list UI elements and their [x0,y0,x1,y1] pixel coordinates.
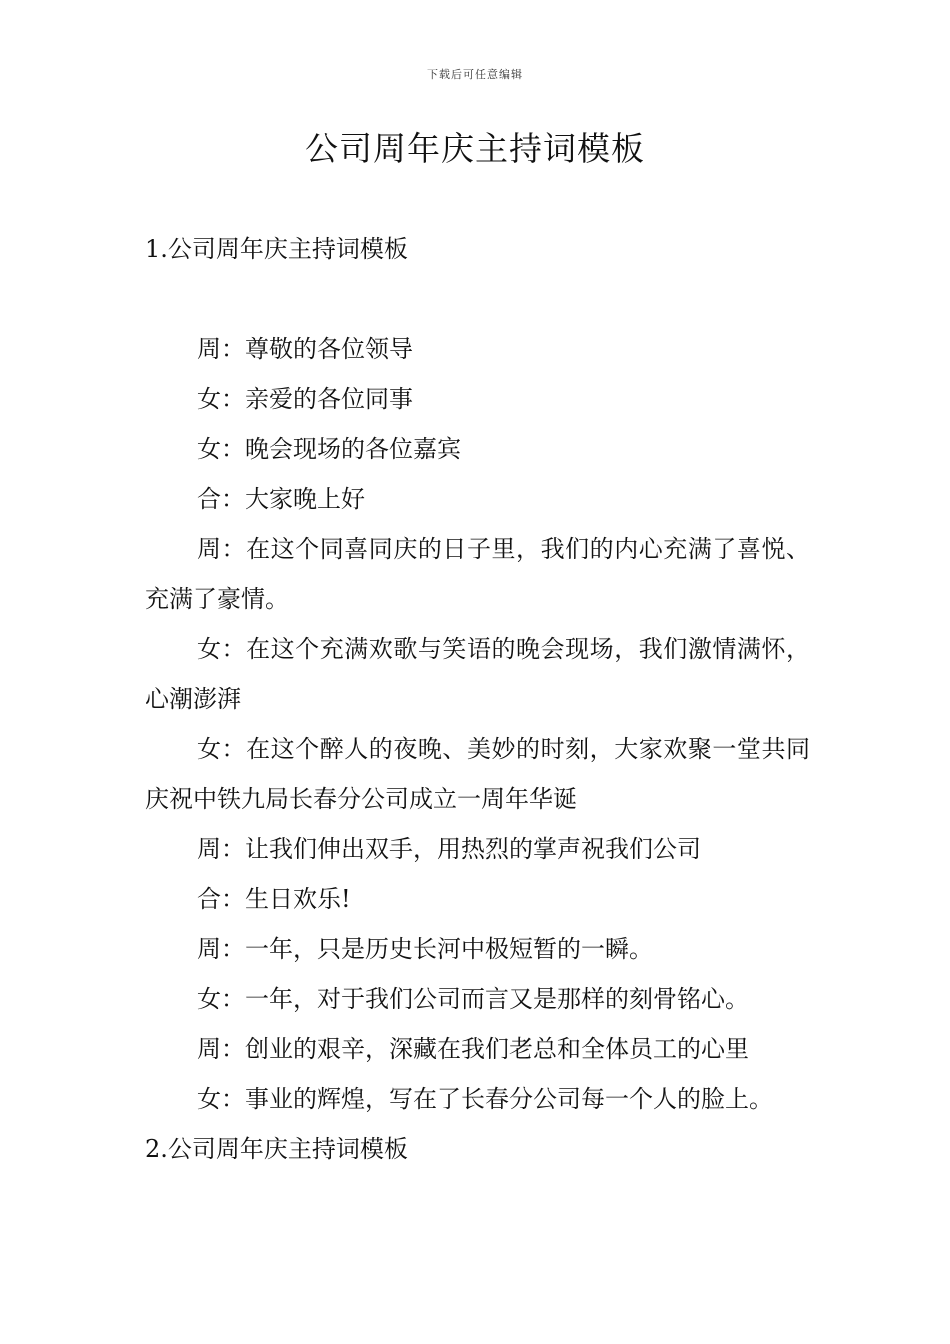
dialogue-line: 合：大家晚上好 [197,485,365,513]
dialogue-line: 女：亲爱的各位同事 [197,385,413,413]
dialogue-line: 周：在这个同喜同庆的日子里，我们的内心充满了喜悦、充满了豪情。 [145,535,810,613]
blank-line [145,274,810,324]
dialogue-line: 周：尊敬的各位领导 [197,335,413,363]
section-heading-1: 1.公司周年庆主持词模板 [145,235,408,263]
dialogue-line: 周：一年，只是历史长河中极短暂的一瞬。 [197,935,653,963]
section-heading-2: 2.公司周年庆主持词模板 [145,1135,408,1163]
document-title: 公司周年庆主持词模板 [305,129,645,168]
dialogue-line: 周：创业的艰辛，深藏在我们老总和全体员工的心里 [197,1035,749,1063]
dialogue-line: 合：生日欢乐! [197,885,351,913]
dialogue-line: 女：晚会现场的各位嘉宾 [197,435,461,463]
dialogue-line: 周：让我们伸出双手，用热烈的掌声祝我们公司 [197,835,701,863]
header-note: 下载后可任意编辑 [427,68,523,81]
dialogue-line: 女：在这个醉人的夜晚、美妙的时刻，大家欢聚一堂共同庆祝中铁九局长春分公司成立一周年华诞 [145,735,810,813]
dialogue-line: 女：事业的辉煌，写在了长春分公司每一个人的脸上。 [197,1085,773,1113]
dialogue-line: 女：在这个充满欢歌与笑语的晚会现场，我们激情满怀，心潮澎湃 [145,635,810,713]
document-body [145,224,810,1174]
dialogue-line: 女：一年，对于我们公司而言又是那样的刻骨铭心。 [197,985,749,1013]
